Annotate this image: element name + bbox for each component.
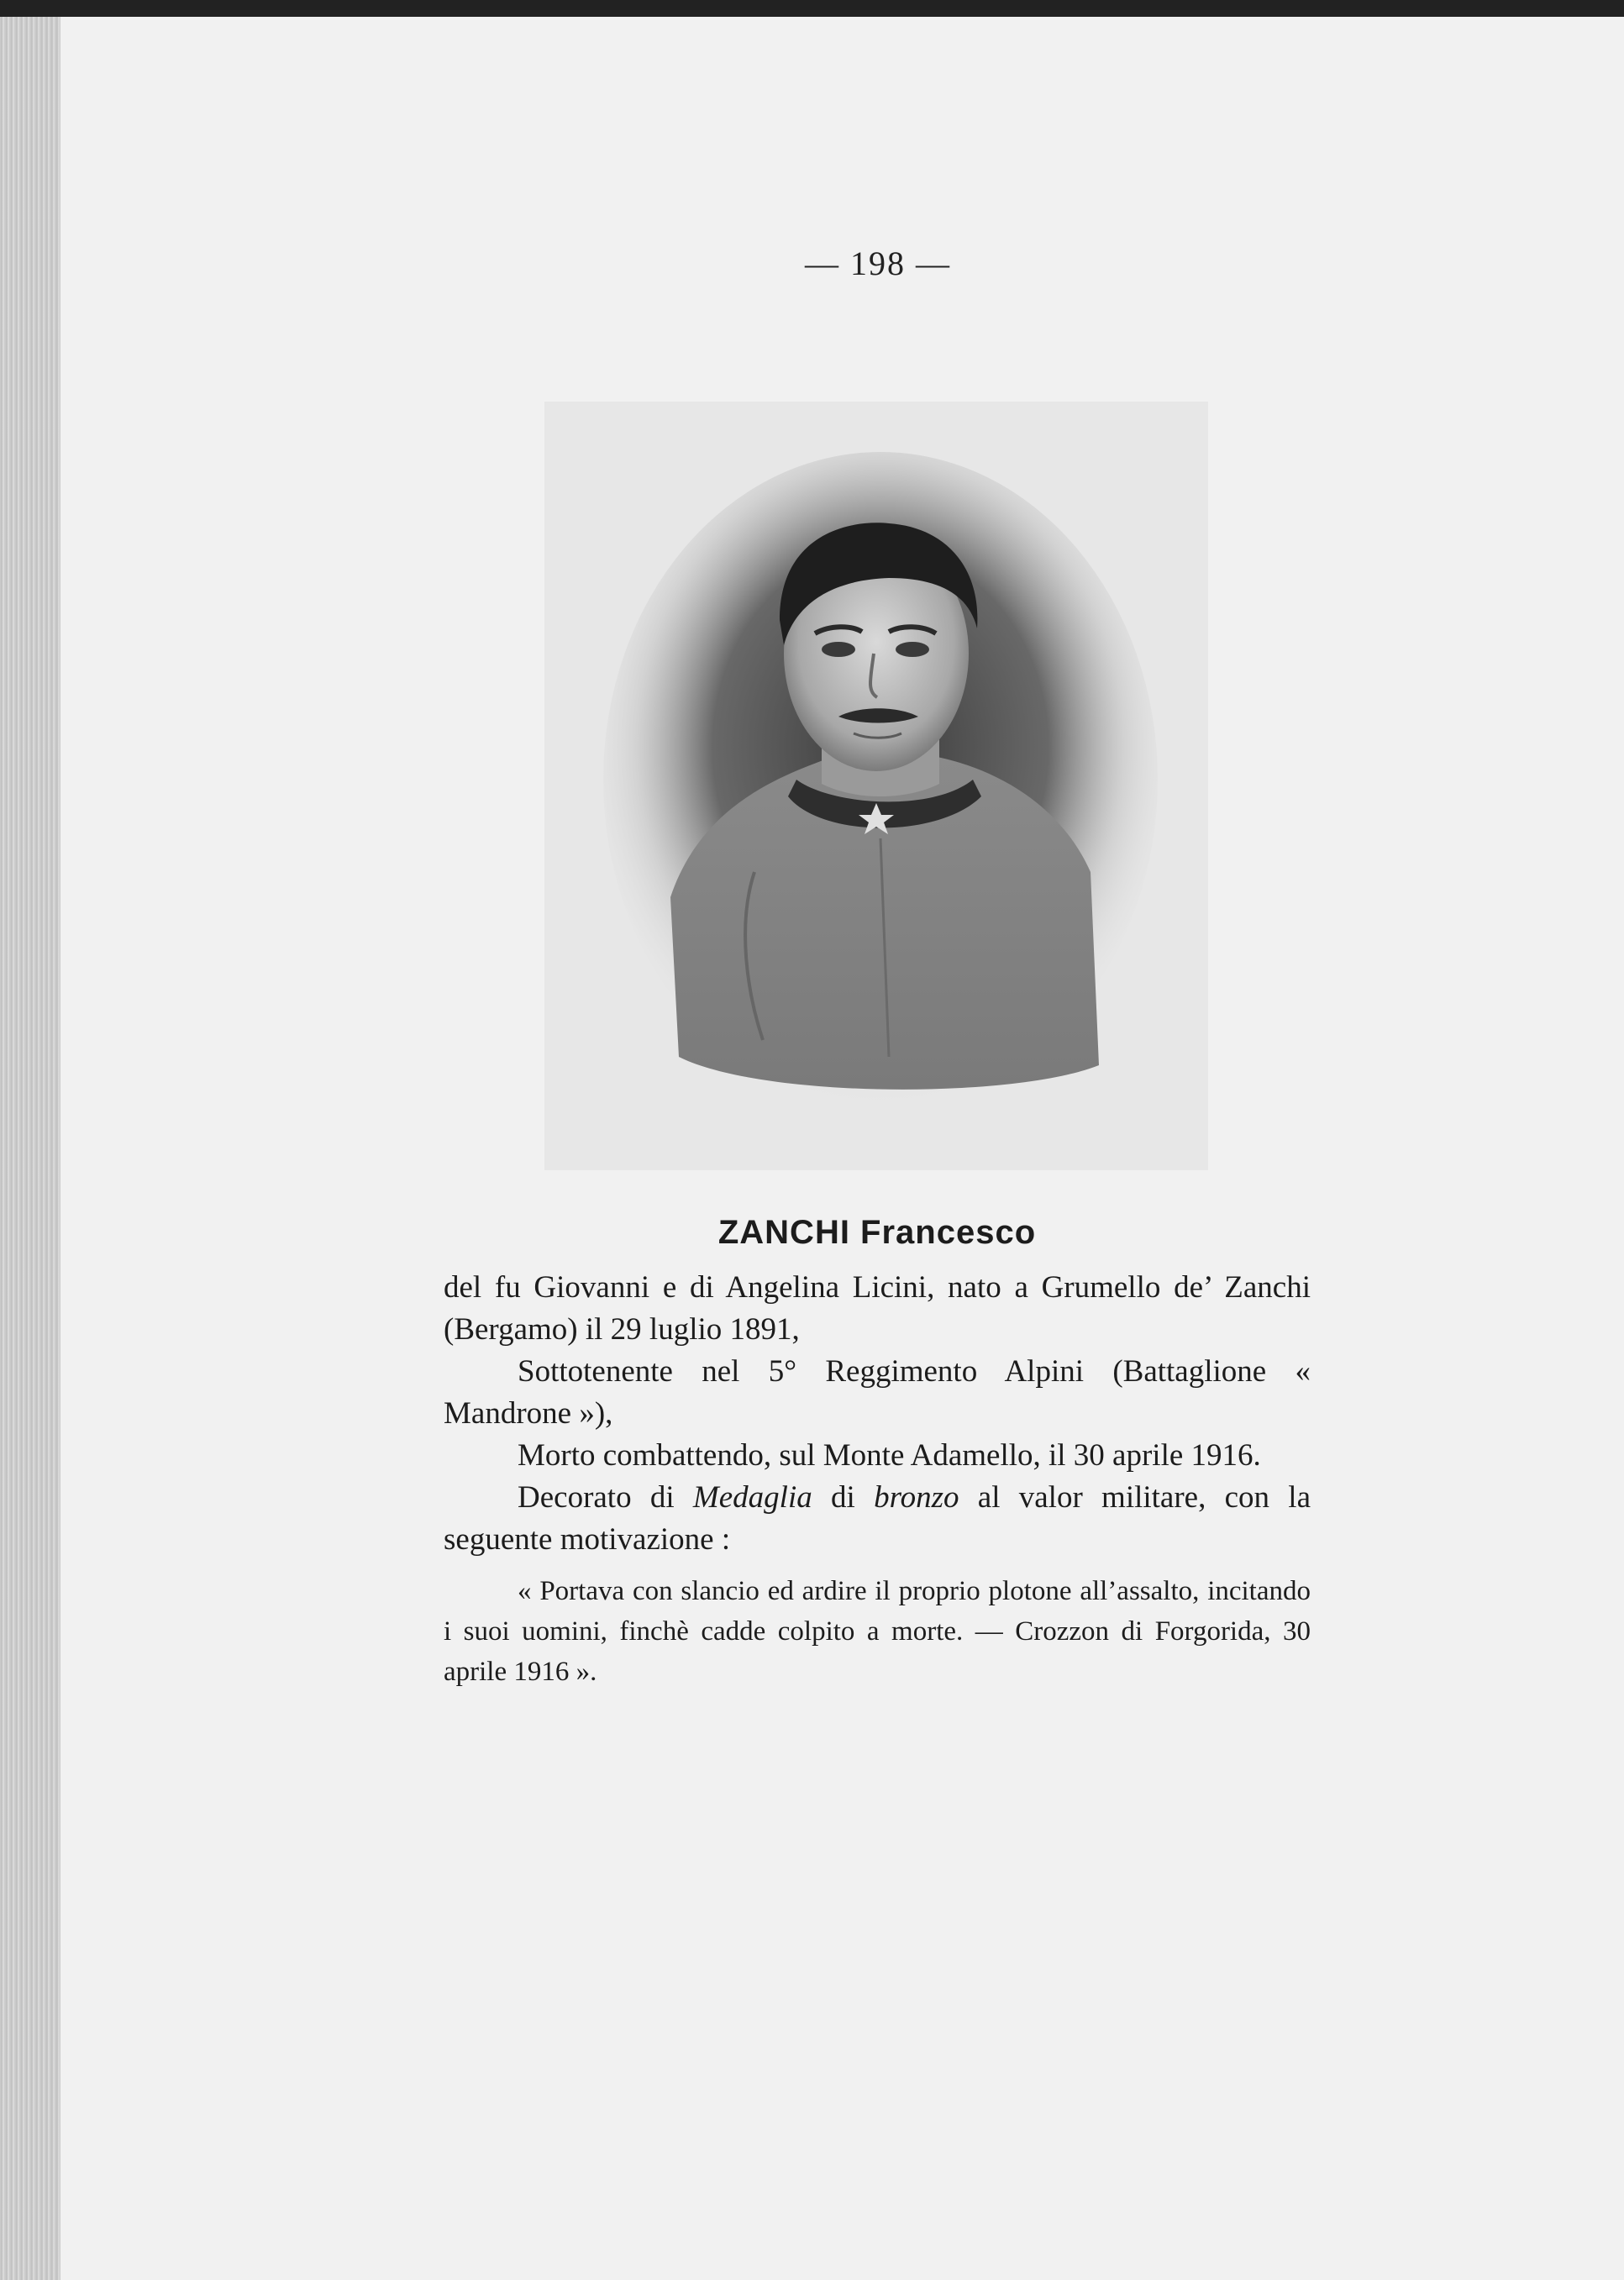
decoration-medal: Medaglia bbox=[692, 1480, 812, 1515]
decoration-mid: di bbox=[812, 1480, 875, 1515]
scan-top-edge bbox=[0, 0, 1624, 17]
citation-text: « Portava con slancio ed ardire il proprio plotone all’assalto, incitando i suoi uomini, finchè cadde colpito a morte. — Crozzon di Forgorida, 30 aprile 1916 ». bbox=[444, 1576, 1311, 1687]
book-page-edges bbox=[0, 17, 61, 2280]
biography-entry bbox=[444, 1214, 1311, 1692]
rank-info: Sottotenente nel 5° Reggimento Alpini (Battaglione « Mandrone »), bbox=[444, 1354, 1311, 1431]
decoration-info bbox=[444, 1477, 1311, 1561]
portrait-photo bbox=[544, 402, 1208, 1170]
page-number: — 198 — bbox=[805, 244, 951, 282]
birth-info: del fu Giovanni e di Angelina Licini, nato a Grumello de’ Zanchi (Bergamo) il 29 luglio 1891, bbox=[444, 1270, 1311, 1347]
decoration-bronze: bronzo bbox=[874, 1480, 959, 1515]
death-info: Morto combattendo, sul Monte Adamello, il 30 aprile 1916. bbox=[518, 1438, 1261, 1473]
portrait-illustration bbox=[544, 402, 1208, 1170]
decoration-pre: Decorato di bbox=[518, 1480, 693, 1515]
person-name: ZANCHI Francesco bbox=[717, 1214, 1037, 1251]
decoration-post: al valor militare, con la seguente motivazione : bbox=[444, 1480, 1311, 1557]
